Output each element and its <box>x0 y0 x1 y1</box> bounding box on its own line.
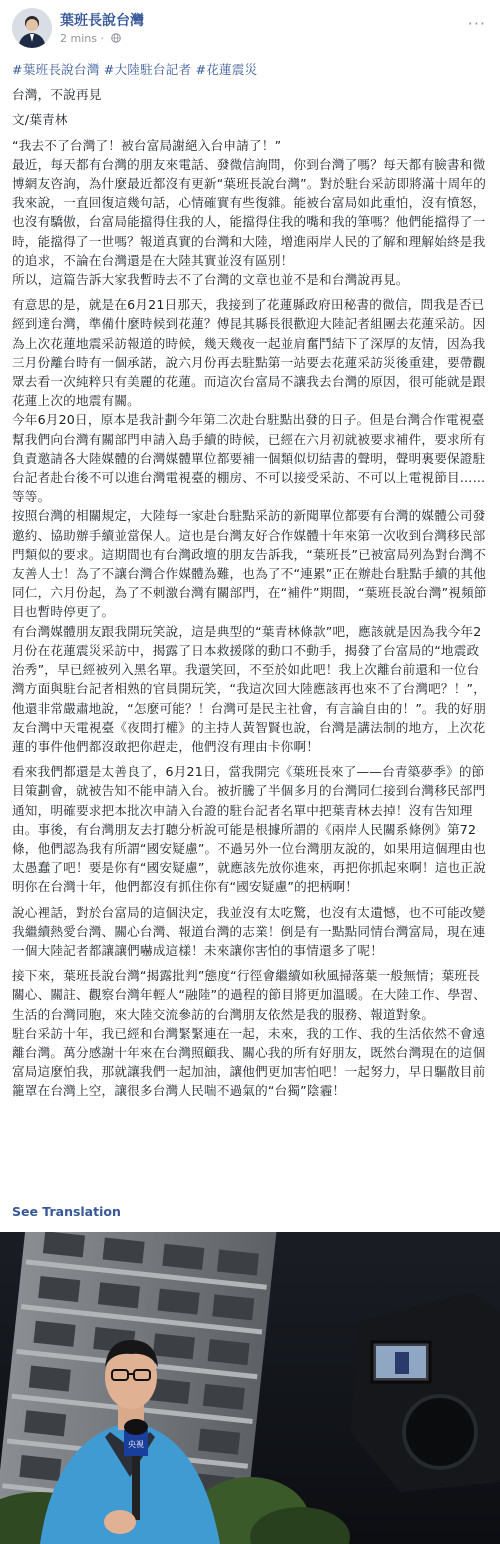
see-translation-link[interactable]: See Translation <box>12 1204 121 1219</box>
globe-icon <box>111 33 121 43</box>
post-body <box>12 60 488 1107</box>
post-paragraph: 今年6月20日，原本是我計劃今年第二次赴台駐點出發的日子。但是台灣合作電視臺幫我們向台灣有關部門申請入島手續的時候，已經在六月初就被要求補件，要求所有負責邀請各大陸媒體的台灣媒體單位都要補一個類似切結書的聲明，聲明裏要保證駐台記者赴台後不可以進台灣電視臺的棚房、不可以接受采訪、不可以上電視節目……等等。 <box>12 412 486 505</box>
post-meta <box>60 32 121 45</box>
avatar-image <box>12 8 52 48</box>
post-paragraph: 有意思的是，就是在6月21日那天，我接到了花蓮縣政府田秘書的微信，問我是否已經到達台灣，準備什麼時候到花蓮？傅昆其縣長很歡迎大陸記者組團去花蓮采訪。因為上次花蓮地震采訪報道的時候，幾天幾夜一起並肩奮鬥結下了深厚的友情，因為我三月份離台時有一個承諾，說六月份再去駐點第一站要去花蓮采訪災後重建，要帶觀眾去看一次純粹只有美麗的花蓮。而這次台富局不讓我去台灣的原因，很可能就是跟花蓮上次的地震有關。 <box>12 297 486 409</box>
post-paragraph: 按照台灣的相關規定，大陸每一家赴台駐點采訪的新聞單位都要有台灣的媒體公司發邀約、協助辦手續並當保人。這也是台灣友好合作媒體十年來第一次收到台灣移民部門類似的要求。這期間也有台灣政壇的朋友告訴我，“葉班長”已被富局列為對台灣不友善人士！為了不讓台灣合作媒體為難，也為了不“連累”正在辦赴台駐點手續的其他同仁，六月份起，為了不刺激台灣有關部門，在“補件”期間，“葉班長說台灣”視頻節目也暫時停更了。 <box>12 508 487 620</box>
post-paragraph: “我去不了台灣了！被台富局謝絕入台申請了！” <box>12 137 282 153</box>
page-avatar[interactable] <box>12 8 52 48</box>
post-paragraph: 駐台采訪十年，我已經和台灣緊緊連在一起，未來，我的工作、我的生活依然不會遠離台灣。萬分感謝十年來在台灣照顧我、關心我的所有好朋友，既然台灣現在的這個富局這麼怕我，那就讓我們一起加油，讓他們更加害怕吧！一起努力，早日驅散目前籠罩在台灣上空，讓很多台灣人民喘不過氣的“台獨”陰霾！ <box>12 1025 486 1099</box>
post-paragraph: 說心裡話，對於台富局的這個決定，我並沒有太吃驚，也沒有太遺憾，也不可能改變我繼續熱愛台灣、關心台灣、報道台灣的志業！倒是有一點點同情台灣富局，現在連一個大陸記者都讓讓們嚇成這樣！未來讓你害怕的事情還多了呢！ <box>12 904 486 958</box>
hashtag-link[interactable]: #大陸駐台記者 <box>103 62 192 77</box>
more-options-button[interactable]: ··· <box>467 14 486 33</box>
post-time[interactable]: 2 mins <box>60 32 97 45</box>
post-paragraph: 文/葉青林 <box>12 112 68 128</box>
post-paragraph: 看來我們都還是太善良了，6月21日，當我開完《葉班長來了——台青築夢季》的節目策劃會，就被告知不能申請入台。被折騰了半個多月的台灣同仁接到台灣移民部門通知，明確要求把本批次申請入台證的駐台記者名單中把葉青林去掉！沒有告知理由。事後，有台灣朋友去打聽分析說可能是根據所謂的《兩岸人民關系條例》第72條，他們認為我有所謂“國安疑慮”。不過另外一位台灣朋友說的，如果用這個理由也太愚蠢了吧！要是你有“國安疑慮”，就應該先放你進來，再把你抓起來啊！這也正說明你在台灣十年，他們都沒有抓住你有“國安疑慮”的把柄啊！ <box>12 764 487 895</box>
post-paragraph: 有台灣媒體朋友跟我開玩笑說，這是典型的“葉青林條款”吧，應該就是因為我今年2月份在花蓮震災采訪中，揭露了日本救援隊的動口不動手，揭發了台富局的“地震政治秀”，早已經被列入黑名單。我還笑回，不至於如此吧！我上次離台前還和一位台灣方面與駐台記者相熟的官員開玩笑，“我這次回大陸應該再也來不了台灣吧？！”，他還非常嚴肅地說，“怎麼可能？！台灣可是民主社會，有言論自由的！”。我的好朋友台灣中天電視臺《夜問打權》的主持人黃智賢也說，台灣是講法制的地方，上次花蓮的事件他們都沒敢把你趕走，他們沒有理由卡你啊！ <box>12 623 487 754</box>
hashtag-link[interactable]: #葉班長說台灣 <box>12 62 100 77</box>
post-paragraph: 接下來，葉班長說台灣“揭露批判”態度“行徑會繼續如秋風掃落葉一般無情；葉班長關心、關註、觀察台灣年輕人“融陸”的過程的節目將更加溫暖。在大陸工作、學習、生活的台灣同胞，來大陸交流參訪的台灣朋友依然是我的服務、報道對象。 <box>12 968 487 1022</box>
hashtag-link[interactable]: #花蓮震災 <box>195 62 258 77</box>
post-paragraph: 所以，這篇告訴大家我暫時去不了台灣的文章也並不是和台灣說再見。 <box>12 272 409 288</box>
post-header <box>0 0 500 58</box>
page-name-link[interactable]: 葉班長說台灣 <box>60 13 144 29</box>
post-paragraph: 最近，每天都有台灣的朋友來電話、發微信詢問，你到台灣了嗎？每天都有臉書和微博網友咨詢，為什麼最近都沒有更新“葉班長說台灣”。對於駐台采訪即將滿十周年的我來說，一直回復這幾句話，心情確實有些復雜。能被台富局如此重怕，沒有憤怒，也沒有驕傲，台富局能擋得住我的人，能擋得住我的嘴和我的筆嗎？他們能擋得了一時，能擋得了一世嗎？報道真實的台灣和大陸，增進兩岸人民的了解和理解始終是我的追求，不論在台灣還是在大陸其實並沒有區別！ <box>12 156 487 268</box>
meta-separator: · <box>100 32 104 45</box>
mic-flag-label: 央視 <box>128 1440 144 1449</box>
post-photo[interactable] <box>0 1232 500 1544</box>
post-paragraph: 台灣，不說再見 <box>12 87 102 103</box>
reporter-photo-image <box>0 1232 500 1544</box>
hashtags <box>12 60 488 79</box>
